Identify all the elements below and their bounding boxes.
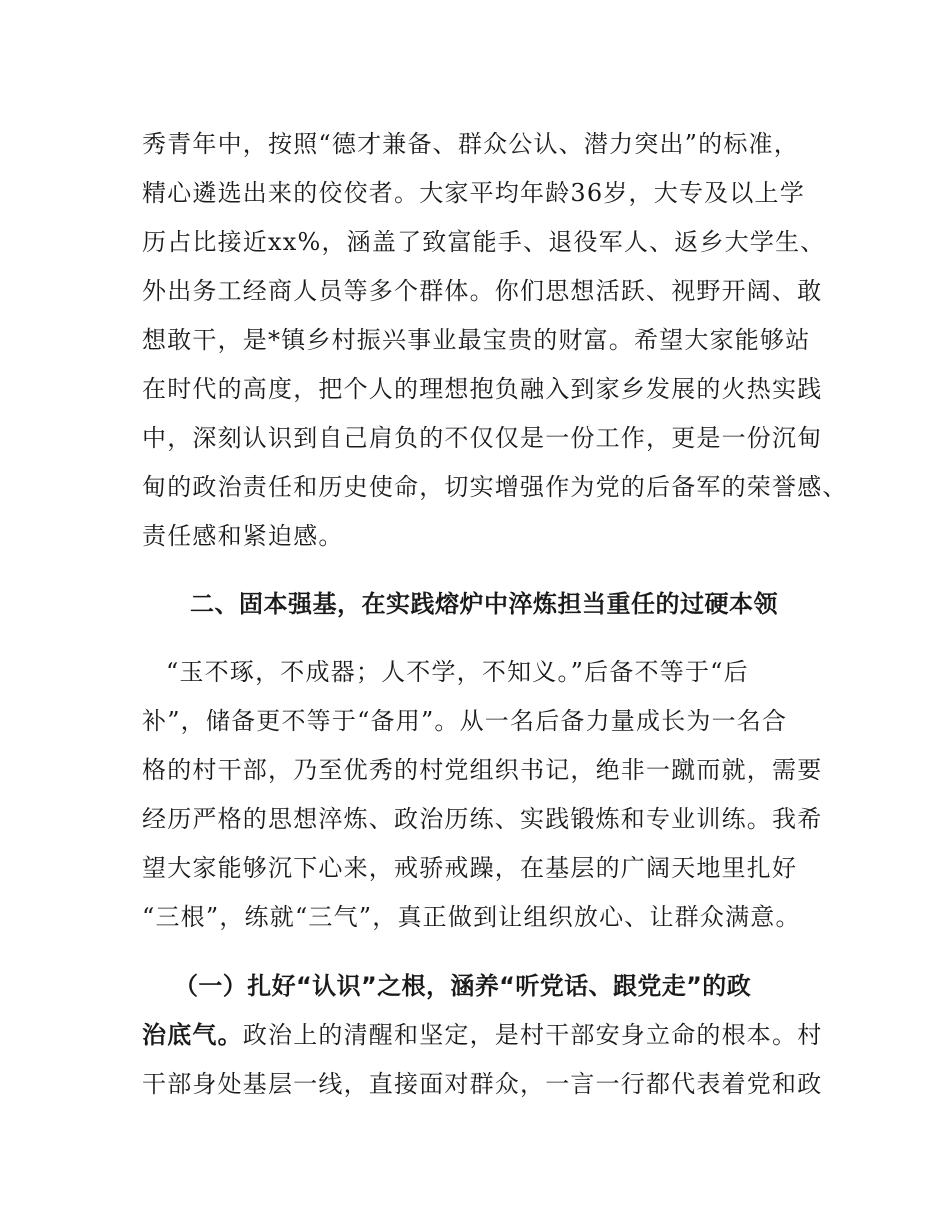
- paragraph-2-line-6: “三根”，练就“三气”，真正做到让组织放心、让群众满意。: [142, 903, 801, 931]
- paragraph-3-line-3: 干部身处基层一线，直接面对群众，一言一行都代表着党和政: [142, 1070, 823, 1098]
- paragraph-2-line-4: 经历严格的思想淬炼、政治历练、实践锻炼和专业训练。我希: [142, 805, 823, 833]
- paragraph-2-line-3: 格的村干部，乃至优秀的村党组织书记，绝非一蹴而就，需要: [142, 756, 823, 784]
- paragraph-1-line-1: 秀青年中，按照“德才兼备、群众公认、潜力突出”的标准，: [142, 130, 799, 158]
- paragraph-1-line-9: 责任感和紧迫感。: [142, 522, 344, 550]
- section-heading: 二、固本强基，在实践熔炉中淬炼担当重任的过硬本领: [190, 590, 778, 618]
- paragraph-1-line-4: 外出务工经商人员等多个群体。你们思想活跃、视野开阔、敢: [142, 277, 823, 305]
- paragraph-1-line-7: 中，深刻认识到自己肩负的不仅仅是一份工作，更是一份沉甸: [142, 424, 823, 452]
- paragraph-1-line-5: 想敢干，是*镇乡村振兴事业最宝贵的财富。希望大家能够站: [142, 326, 811, 354]
- paragraph-2-line-1: “玉不琢，不成器；人不学，不知义。”后备不等于“后: [166, 658, 749, 686]
- paragraph-1-line-2: 精心遴选出来的佼佼者。大家平均年龄36岁，大专及以上学: [142, 179, 805, 207]
- paragraph-1-line-6: 在时代的高度，把个人的理想抱负融入到家乡发展的火热实践: [142, 375, 823, 403]
- subheading-line-1: （一）扎好“认识”之根，涵养“听党话、跟党走”的政: [174, 972, 752, 1000]
- paragraph-1-line-8: 甸的政治责任和历史使命，切实增强作为党的后备军的荣誉感、: [142, 473, 848, 501]
- paragraph-3-line-2: [142, 1019, 822, 1051]
- paragraph-3-line-2-text: 政治上的清醒和坚定，是村干部安身立命的根本。村: [242, 1021, 823, 1049]
- paragraph-1-line-3: 历占比接近xx%，涵盖了致富能手、退役军人、返乡大学生、: [142, 228, 826, 256]
- paragraph-2-line-5: 望大家能够沉下心来，戒骄戒躁，在基层的广阔天地里扎好: [142, 854, 798, 882]
- paragraph-2-line-2: 补”，储备更不等于“备用”。从一名后备力量成长为一名合: [142, 707, 788, 735]
- subheading-line-2: 治底气。: [142, 1021, 243, 1049]
